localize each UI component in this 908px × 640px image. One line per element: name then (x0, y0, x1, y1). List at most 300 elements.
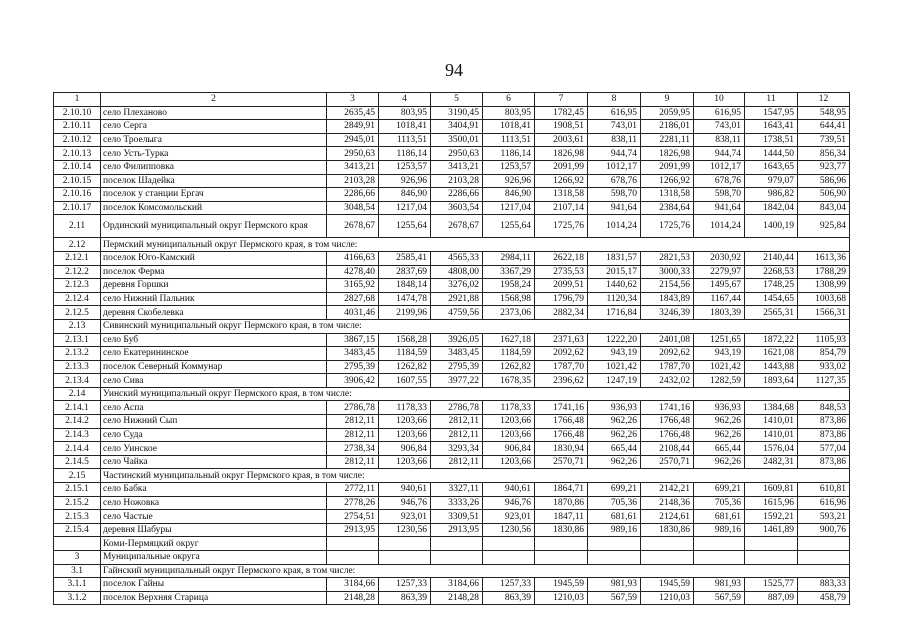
value-cell: 3276,02 (431, 279, 483, 293)
value-cell: 1178,33 (379, 401, 431, 415)
value-cell: 699,21 (588, 483, 641, 497)
value-cell: 1830,94 (535, 442, 588, 456)
empty-cell (798, 551, 850, 565)
value-cell: 1230,56 (379, 523, 431, 537)
value-cell: 979,07 (745, 174, 798, 188)
group-row (54, 537, 850, 551)
section-row (54, 469, 850, 483)
value-cell: 2384,64 (641, 201, 694, 215)
value-cell: 873,86 (798, 428, 850, 442)
empty-cell (535, 537, 588, 551)
value-cell: 1848,14 (379, 279, 431, 293)
table-row (54, 120, 850, 134)
value-cell: 3926,05 (431, 333, 483, 347)
value-cell: 2148,28 (431, 591, 483, 605)
value-cell: 1120,34 (588, 292, 641, 306)
value-cell: 1609,81 (745, 483, 798, 497)
value-cell: 981,93 (694, 578, 745, 592)
value-cell: 906,84 (379, 442, 431, 456)
empty-cell (694, 551, 745, 565)
value-cell: 2913,95 (327, 523, 379, 537)
section-code: 2.13 (54, 319, 101, 333)
row-name: поселок Гайны (101, 578, 327, 592)
value-cell: 2812,11 (327, 428, 379, 442)
empty-cell (431, 537, 483, 551)
table-row (54, 510, 850, 524)
value-cell: 1203,66 (379, 415, 431, 429)
section-code: 2.15 (54, 469, 101, 483)
header-cell: 5 (431, 93, 483, 107)
table-row (54, 265, 850, 279)
row-code: 2.14.1 (54, 401, 101, 415)
value-cell: 678,76 (694, 174, 745, 188)
empty-cell (745, 551, 798, 565)
value-cell: 981,93 (588, 578, 641, 592)
value-cell: 848,53 (798, 401, 850, 415)
value-cell: 2103,28 (431, 174, 483, 188)
section-code: 2.12 (54, 238, 101, 252)
value-cell: 577,04 (798, 442, 850, 456)
section-row (54, 387, 850, 401)
value-cell: 1741,16 (535, 401, 588, 415)
table-row (54, 279, 850, 293)
row-code: 2.11 (54, 215, 101, 238)
value-cell: 3184,66 (431, 578, 483, 592)
table-row (54, 591, 850, 605)
row-name: село Бабка (101, 483, 327, 497)
value-cell: 2281,11 (641, 133, 694, 147)
value-cell: 3165,92 (327, 279, 379, 293)
row-name: село Аспа (101, 401, 327, 415)
value-cell: 2140,44 (745, 251, 798, 265)
value-cell: 1826,98 (641, 147, 694, 161)
value-cell: 1230,56 (483, 523, 535, 537)
value-cell: 1766,48 (535, 415, 588, 429)
value-cell: 1210,03 (641, 591, 694, 605)
row-code: 2.10.12 (54, 133, 101, 147)
value-cell: 1262,82 (483, 360, 535, 374)
tariff-table (53, 92, 850, 605)
value-cell: 944,74 (588, 147, 641, 161)
value-cell: 2432,02 (641, 374, 694, 388)
value-cell: 567,59 (694, 591, 745, 605)
section-title: Гайнский муниципальный округ Пермского края, в том числе: (101, 564, 850, 578)
value-cell: 946,76 (379, 496, 431, 510)
value-cell: 2059,95 (641, 106, 694, 120)
value-cell: 2570,71 (535, 455, 588, 469)
value-cell: 4565,33 (431, 251, 483, 265)
row-code: 2.14.2 (54, 415, 101, 429)
table-row (54, 442, 850, 456)
value-cell: 838,11 (694, 133, 745, 147)
table-row (54, 174, 850, 188)
value-cell: 940,61 (379, 483, 431, 497)
empty-cell (379, 551, 431, 565)
value-cell: 846,90 (483, 188, 535, 202)
value-cell: 3246,39 (641, 306, 694, 320)
value-cell: 2735,53 (535, 265, 588, 279)
value-cell: 1787,70 (535, 360, 588, 374)
table-row (54, 188, 850, 202)
value-cell: 1222,20 (588, 333, 641, 347)
value-cell: 1958,24 (483, 279, 535, 293)
row-name: село Филипповка (101, 160, 327, 174)
row-name: село Буб (101, 333, 327, 347)
value-cell: 2984,11 (483, 251, 535, 265)
value-cell: 1643,41 (745, 120, 798, 134)
row-name: село Плеханово (101, 106, 327, 120)
value-cell: 846,90 (379, 188, 431, 202)
value-cell: 926,96 (483, 174, 535, 188)
table-row (54, 428, 850, 442)
value-cell: 925,84 (798, 215, 850, 238)
value-cell: 458,79 (798, 591, 850, 605)
row-name: село Чайка (101, 455, 327, 469)
value-cell: 2950,63 (431, 147, 483, 161)
header-cell: 10 (694, 93, 745, 107)
value-cell: 4166,63 (327, 251, 379, 265)
value-cell: 2103,28 (327, 174, 379, 188)
value-cell: 1621,08 (745, 347, 798, 361)
row-name: село Серга (101, 120, 327, 134)
value-cell: 883,33 (798, 578, 850, 592)
table-body (54, 93, 850, 605)
value-cell: 3000,33 (641, 265, 694, 279)
value-cell: 1842,04 (745, 201, 798, 215)
value-cell: 2286,66 (431, 188, 483, 202)
value-cell: 1410,01 (745, 415, 798, 429)
value-cell: 1847,11 (535, 510, 588, 524)
header-cell: 1 (54, 93, 101, 107)
value-cell: 2124,61 (641, 510, 694, 524)
value-cell: 887,09 (745, 591, 798, 605)
value-cell: 665,44 (694, 442, 745, 456)
header-cell: 4 (379, 93, 431, 107)
table-row (54, 215, 850, 238)
value-cell: 1257,33 (483, 578, 535, 592)
value-cell: 616,95 (588, 106, 641, 120)
row-code: 2.13.4 (54, 374, 101, 388)
group-code (54, 537, 101, 551)
value-cell: 1576,04 (745, 442, 798, 456)
value-cell: 1864,71 (535, 483, 588, 497)
value-cell: 616,96 (798, 496, 850, 510)
table-row (54, 251, 850, 265)
value-cell: 2913,95 (431, 523, 483, 537)
value-cell: 2837,69 (379, 265, 431, 279)
value-cell: 2754,51 (327, 510, 379, 524)
value-cell: 699,21 (694, 483, 745, 497)
value-cell: 946,76 (483, 496, 535, 510)
value-cell: 856,34 (798, 147, 850, 161)
value-cell: 1014,24 (588, 215, 641, 238)
row-name: деревня Шабуры (101, 523, 327, 537)
value-cell: 2821,53 (641, 251, 694, 265)
value-cell: 3413,21 (431, 160, 483, 174)
value-cell: 1830,86 (535, 523, 588, 537)
value-cell: 3603,54 (431, 201, 483, 215)
value-cell: 1167,44 (694, 292, 745, 306)
row-code: 3.1.1 (54, 578, 101, 592)
page-number: 94 (445, 60, 463, 80)
value-cell: 598,70 (588, 188, 641, 202)
row-name: поселок у станции Ергач (101, 188, 327, 202)
value-cell: 1945,59 (535, 578, 588, 592)
value-cell: 1203,66 (379, 455, 431, 469)
row-name: поселок Шадейка (101, 174, 327, 188)
value-cell: 2921,88 (431, 292, 483, 306)
section-title: Пермский муниципальный округ Пермского края, в том числе: (101, 238, 850, 252)
value-cell: 2778,26 (327, 496, 379, 510)
value-cell: 3184,66 (327, 578, 379, 592)
value-cell: 3367,29 (483, 265, 535, 279)
value-cell: 986,82 (745, 188, 798, 202)
value-cell: 1474,78 (379, 292, 431, 306)
empty-cell (431, 551, 483, 565)
row-code: 3.1.2 (54, 591, 101, 605)
value-cell: 2092,62 (535, 347, 588, 361)
value-cell: 2108,44 (641, 442, 694, 456)
empty-cell (483, 537, 535, 551)
value-cell: 900,76 (798, 523, 850, 537)
row-code: 2.10.10 (54, 106, 101, 120)
value-cell: 2279,97 (694, 265, 745, 279)
value-cell: 863,39 (483, 591, 535, 605)
value-cell: 1607,55 (379, 374, 431, 388)
value-cell: 1568,98 (483, 292, 535, 306)
row-code: 2.15.4 (54, 523, 101, 537)
value-cell: 3413,21 (327, 160, 379, 174)
value-cell: 1831,57 (588, 251, 641, 265)
value-cell: 1893,64 (745, 374, 798, 388)
value-cell: 1318,58 (535, 188, 588, 202)
row-name: поселок Комсомольский (101, 201, 327, 215)
value-cell: 1262,82 (379, 360, 431, 374)
row-name: деревня Скобелевка (101, 306, 327, 320)
value-cell: 962,26 (694, 415, 745, 429)
row-code: 2.12.1 (54, 251, 101, 265)
value-cell: 2286,66 (327, 188, 379, 202)
row-name: село Уинское (101, 442, 327, 456)
row-code: 2.13.2 (54, 347, 101, 361)
row-code: 2.10.17 (54, 201, 101, 215)
value-cell: 3190,45 (431, 106, 483, 120)
row-name: поселок Северный Коммунар (101, 360, 327, 374)
value-cell: 962,26 (588, 428, 641, 442)
value-cell: 1566,31 (798, 306, 850, 320)
value-cell: 873,86 (798, 455, 850, 469)
value-cell: 567,59 (588, 591, 641, 605)
header-cell: 6 (483, 93, 535, 107)
value-cell: 1266,92 (535, 174, 588, 188)
value-cell: 1003,68 (798, 292, 850, 306)
value-cell: 854,79 (798, 347, 850, 361)
value-cell: 1738,51 (745, 133, 798, 147)
value-cell: 962,26 (588, 455, 641, 469)
value-cell: 1203,66 (483, 428, 535, 442)
value-cell: 1203,66 (483, 415, 535, 429)
value-cell: 1253,57 (379, 160, 431, 174)
row-name: село Екатерининское (101, 347, 327, 361)
value-cell: 3483,45 (327, 347, 379, 361)
value-cell: 1766,48 (535, 428, 588, 442)
value-cell: 1253,57 (483, 160, 535, 174)
value-cell: 2812,11 (431, 428, 483, 442)
value-cell: 2091,99 (535, 160, 588, 174)
empty-cell (641, 537, 694, 551)
table-row (54, 578, 850, 592)
table-row (54, 415, 850, 429)
value-cell: 2199,96 (379, 306, 431, 320)
empty-cell (327, 551, 379, 565)
value-cell: 1870,86 (535, 496, 588, 510)
table-row (54, 333, 850, 347)
value-cell: 1257,33 (379, 578, 431, 592)
value-cell: 2772,11 (327, 483, 379, 497)
group-title: Коми-Пермяцкий округ (101, 537, 327, 551)
value-cell: 2945,01 (327, 133, 379, 147)
value-cell: 2107,14 (535, 201, 588, 215)
value-cell: 1184,59 (483, 347, 535, 361)
value-cell: 1830,86 (641, 523, 694, 537)
value-cell: 3867,15 (327, 333, 379, 347)
row-code: 2.14.5 (54, 455, 101, 469)
table-row (54, 496, 850, 510)
table-row (54, 374, 850, 388)
section-row (54, 319, 850, 333)
header-cell: 8 (588, 93, 641, 107)
empty-cell (535, 551, 588, 565)
value-cell: 1318,58 (641, 188, 694, 202)
value-cell: 1843,89 (641, 292, 694, 306)
value-cell: 1615,96 (745, 496, 798, 510)
value-cell: 989,16 (694, 523, 745, 537)
value-cell: 936,93 (588, 401, 641, 415)
value-cell: 1741,16 (641, 401, 694, 415)
value-cell: 2849,91 (327, 120, 379, 134)
value-cell: 1444,50 (745, 147, 798, 161)
value-cell: 1748,25 (745, 279, 798, 293)
value-cell: 3906,42 (327, 374, 379, 388)
empty-cell (588, 537, 641, 551)
value-cell: 1410,01 (745, 428, 798, 442)
header-row (54, 93, 850, 107)
value-cell: 3333,26 (431, 496, 483, 510)
value-cell: 4031,46 (327, 306, 379, 320)
value-cell: 1454,65 (745, 292, 798, 306)
value-cell: 644,41 (798, 120, 850, 134)
value-cell: 3977,22 (431, 374, 483, 388)
value-cell: 1547,95 (745, 106, 798, 120)
table-row (54, 455, 850, 469)
value-cell: 4759,56 (431, 306, 483, 320)
value-cell: 1113,51 (483, 133, 535, 147)
value-cell: 1461,89 (745, 523, 798, 537)
row-code: 2.15.3 (54, 510, 101, 524)
value-cell: 2482,31 (745, 455, 798, 469)
value-cell: 610,81 (798, 483, 850, 497)
value-cell: 838,11 (588, 133, 641, 147)
value-cell: 2882,34 (535, 306, 588, 320)
value-cell: 873,86 (798, 415, 850, 429)
value-cell: 593,21 (798, 510, 850, 524)
value-cell: 2738,34 (327, 442, 379, 456)
row-code: 2.10.16 (54, 188, 101, 202)
table-row (54, 347, 850, 361)
value-cell: 1443,88 (745, 360, 798, 374)
value-cell: 1592,21 (745, 510, 798, 524)
value-cell: 1787,70 (641, 360, 694, 374)
value-cell: 1266,92 (641, 174, 694, 188)
value-cell: 936,93 (694, 401, 745, 415)
value-cell: 1643,65 (745, 160, 798, 174)
value-cell: 1251,65 (694, 333, 745, 347)
row-code: 2.10.11 (54, 120, 101, 134)
value-cell: 1495,67 (694, 279, 745, 293)
row-name: село Нижний Пальник (101, 292, 327, 306)
value-cell: 941,64 (694, 201, 745, 215)
value-cell: 2635,45 (327, 106, 379, 120)
row-code: 2.15.2 (54, 496, 101, 510)
value-cell: 1725,76 (535, 215, 588, 238)
table-row (54, 160, 850, 174)
value-cell: 743,01 (588, 120, 641, 134)
value-cell: 1021,42 (694, 360, 745, 374)
value-cell: 1400,19 (745, 215, 798, 238)
value-cell: 941,64 (588, 201, 641, 215)
row-name: поселок Верхняя Старица (101, 591, 327, 605)
row-code: 2.15.1 (54, 483, 101, 497)
value-cell: 1872,22 (745, 333, 798, 347)
value-cell: 705,36 (588, 496, 641, 510)
row-code: 2.10.14 (54, 160, 101, 174)
row-code: 2.12.2 (54, 265, 101, 279)
value-cell: 1105,93 (798, 333, 850, 347)
section-code: 3.1 (54, 564, 101, 578)
value-cell: 3327,11 (431, 483, 483, 497)
value-cell: 1613,36 (798, 251, 850, 265)
table-row (54, 401, 850, 415)
row-name: село Суда (101, 428, 327, 442)
row-name: поселок Ферма (101, 265, 327, 279)
empty-cell (745, 537, 798, 551)
section-title: Частинский муниципальный округ Пермского края, в том числе: (101, 469, 850, 483)
header-cell: 2 (101, 93, 327, 107)
value-cell: 962,26 (694, 428, 745, 442)
value-cell: 1113,51 (379, 133, 431, 147)
value-cell: 2030,92 (694, 251, 745, 265)
section-code: 2.14 (54, 387, 101, 401)
group-code: 3 (54, 551, 101, 565)
value-cell: 1725,76 (641, 215, 694, 238)
value-cell: 2148,36 (641, 496, 694, 510)
value-cell: 3048,54 (327, 201, 379, 215)
value-cell: 1788,29 (798, 265, 850, 279)
value-cell: 803,95 (483, 106, 535, 120)
row-name: село Частые (101, 510, 327, 524)
value-cell: 1282,59 (694, 374, 745, 388)
header-cell: 3 (327, 93, 379, 107)
row-name: село Ножовка (101, 496, 327, 510)
value-cell: 2396,62 (535, 374, 588, 388)
value-cell: 943,19 (694, 347, 745, 361)
value-cell: 2812,11 (327, 415, 379, 429)
value-cell: 1178,33 (483, 401, 535, 415)
value-cell: 2371,63 (535, 333, 588, 347)
value-cell: 3309,51 (431, 510, 483, 524)
value-cell: 2373,06 (483, 306, 535, 320)
value-cell: 1716,84 (588, 306, 641, 320)
